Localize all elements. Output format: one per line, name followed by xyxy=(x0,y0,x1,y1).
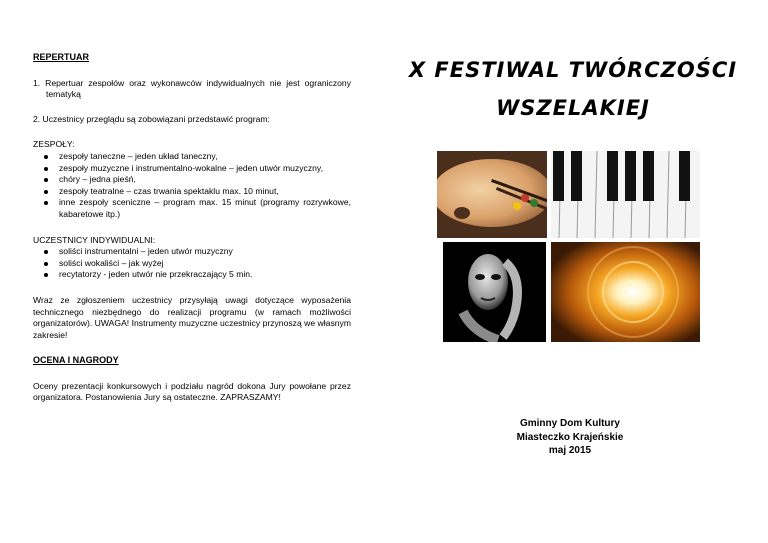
repertuar-heading: REPERTUAR xyxy=(33,52,90,62)
bullet-icon xyxy=(44,155,48,159)
list-item: zespoły muzyczne i instrumentalno-wokalne – jeden utwór muzyczny, xyxy=(33,163,351,175)
festival-title-line-2: WSZELAKIEJ xyxy=(496,96,650,120)
ocena-heading: OCENA I NAGRODY xyxy=(33,355,119,366)
repertuar-item-2: 2. Uczestnicy przeglądu są zobowiązani przedstawić program: xyxy=(33,113,270,124)
bullet-icon xyxy=(44,178,48,182)
bullet-icon xyxy=(44,262,48,266)
palette-image xyxy=(437,151,547,238)
ocena-text: Oceny prezentacji konkursowych i podziału nagród dokona Jury powołane przez organizatora. Postanowienia Jury są ostateczne. ZAPRASZAMY! xyxy=(33,380,351,403)
zespoly-list xyxy=(33,151,351,221)
footer-organizer xyxy=(470,417,670,458)
light-image xyxy=(551,242,700,342)
zespoly-heading: ZESPOŁY: xyxy=(33,139,75,150)
footer-line-2: Miasteczko Krajeńskie xyxy=(516,431,624,443)
festival-title-line-1: X FESTIWAL TWÓRCZOŚCI xyxy=(408,58,738,82)
uczestnicy-heading: UCZESTNICY INDYWIDUALNI: xyxy=(33,234,156,245)
list-item: recytatorzy - jeden utwór nie przekraczający 5 min. xyxy=(33,269,351,281)
footer-line-3: maj 2015 xyxy=(548,445,592,456)
bullet-icon xyxy=(44,190,48,194)
bullet-icon xyxy=(44,201,48,205)
left-column xyxy=(33,52,351,404)
uczestnicy-list xyxy=(33,246,351,281)
technical-note: Wraz ze zgłoszeniem uczestnicy przysyłają uwagi dotyczące wyposażenia technicznego niezbędnego do realizacji programu (w ramach możliwości organizatorów). UWAGA! Instrumenty muzyczne uczestnicy przynoszą we własnym zakresie! xyxy=(33,294,351,340)
list-item: zespoły taneczne – jeden układ taneczny, xyxy=(33,151,351,163)
list-item: inne zespoły sceniczne – program max. 15 minut (programy rozrywkowe, kabaretowe itp.) xyxy=(33,197,351,220)
list-item: soliści instrumentalni – jeden utwór muzyczny xyxy=(33,246,351,258)
mask-image xyxy=(443,242,546,342)
footer-line-1: Gminny Dom Kultury xyxy=(519,418,620,429)
piano-image xyxy=(551,151,700,238)
repertuar-item-1: 1. Repertuar zespołów oraz wykonawców indywidualnych nie jest ograniczony tematyką xyxy=(33,77,351,100)
bullet-icon xyxy=(44,273,48,277)
list-item: zespoły teatralne – czas trwania spektaklu max. 10 minut, xyxy=(33,186,351,198)
list-item: chóry – jedna pieśń, xyxy=(33,174,351,186)
bullet-icon xyxy=(44,167,48,171)
list-item: soliści wokaliści – jak wyżej xyxy=(33,258,351,270)
bullet-icon xyxy=(44,250,48,254)
